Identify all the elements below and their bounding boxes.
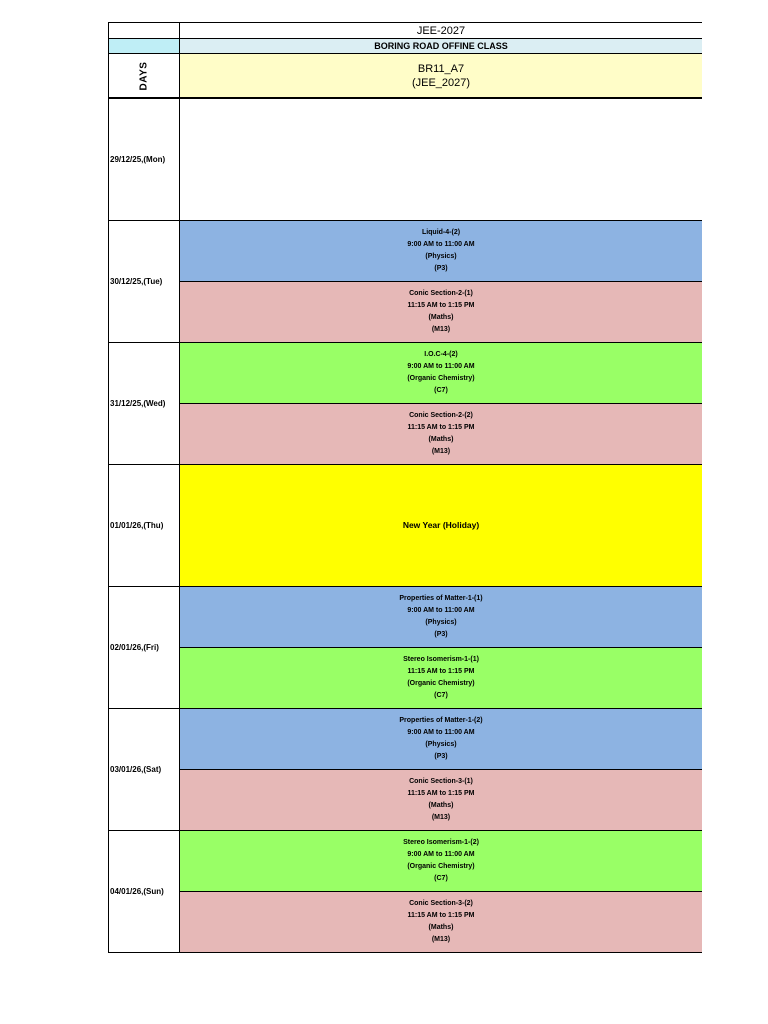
session-topic: Liquid-4-(2) xyxy=(421,229,461,237)
session-code: (P3) xyxy=(434,264,448,272)
class-session xyxy=(180,647,702,708)
day-sessions xyxy=(180,709,702,830)
session-topic: Conic Section-3-(2) xyxy=(409,900,473,908)
day-row xyxy=(108,831,702,953)
session-code: (C7) xyxy=(434,874,448,882)
session-subject: (Maths) xyxy=(428,436,454,443)
day-date: 01/01/26,(Thu) xyxy=(108,465,180,586)
day-date: 04/01/26,(Sun) xyxy=(108,831,180,952)
class-session xyxy=(180,281,702,342)
day-date: 29/12/25,(Mon) xyxy=(108,99,180,220)
day-row xyxy=(108,98,702,221)
session-subject: (Organic Chemistry) xyxy=(407,863,475,870)
empty-slot xyxy=(180,99,702,220)
session-subject: (Physics) xyxy=(425,619,457,626)
session-time: 11:15 AM to 1:15 PM xyxy=(407,668,475,676)
title-row-blank-cell xyxy=(108,23,180,38)
days-header-cell xyxy=(108,54,180,97)
session-code: (M13) xyxy=(431,325,451,333)
session-topic: Properties of Matter-1-(1) xyxy=(399,595,483,603)
batch-cell xyxy=(180,54,702,97)
session-topic: Conic Section-2-(2) xyxy=(409,412,473,420)
days-label: DAYS xyxy=(138,61,149,90)
session-topic: Stereo Isomerism-1-(2) xyxy=(403,839,479,847)
session-time: 11:15 AM to 1:15 PM xyxy=(407,302,475,310)
subtitle-row-blank-cell xyxy=(108,39,180,53)
day-row xyxy=(108,709,702,831)
days-list xyxy=(108,98,702,953)
day-date: 30/12/25,(Tue) xyxy=(108,221,180,342)
batch-exam: (JEE_2027) xyxy=(411,76,471,89)
session-time: 11:15 AM to 1:15 PM xyxy=(407,790,475,798)
session-topic: Stereo Isomerism-1-(1) xyxy=(403,656,479,664)
session-time: 11:15 AM to 1:15 PM xyxy=(407,912,475,920)
class-session xyxy=(180,831,702,891)
timetable-subtitle: BORING ROAD OFFINE CLASS xyxy=(374,41,508,51)
day-row xyxy=(108,465,702,587)
day-row xyxy=(108,343,702,465)
class-session xyxy=(180,769,702,830)
holiday-label: New Year (Holiday) xyxy=(402,519,480,530)
session-code: (P3) xyxy=(434,752,448,760)
day-date: 02/01/26,(Fri) xyxy=(108,587,180,708)
session-topic: Conic Section-3-(1) xyxy=(409,778,473,786)
session-subject: (Physics) xyxy=(425,253,457,260)
session-topic: Properties of Matter-1-(2) xyxy=(399,717,483,725)
holiday-slot xyxy=(180,465,702,586)
session-time: 9:00 AM to 11:00 AM xyxy=(407,607,475,615)
session-subject: (Maths) xyxy=(428,802,454,809)
day-row xyxy=(108,221,702,343)
day-sessions xyxy=(180,587,702,708)
title-row xyxy=(108,22,702,39)
day-sessions xyxy=(180,99,702,220)
day-sessions xyxy=(180,831,702,952)
session-code: (P3) xyxy=(434,630,448,638)
class-session xyxy=(180,403,702,464)
session-subject: (Physics) xyxy=(425,741,457,748)
session-time: 9:00 AM to 11:00 AM xyxy=(407,851,475,859)
timetable-title: JEE-2027 xyxy=(416,24,466,37)
batch-code: BR11_A7 xyxy=(417,62,465,75)
day-sessions xyxy=(180,343,702,464)
subtitle-row xyxy=(108,39,702,54)
session-code: (M13) xyxy=(431,935,451,943)
day-row xyxy=(108,587,702,709)
class-session xyxy=(180,891,702,952)
day-date: 31/12/25,(Wed) xyxy=(108,343,180,464)
class-session xyxy=(180,221,702,281)
session-topic: I.O.C-4-(2) xyxy=(424,351,458,359)
day-sessions xyxy=(180,221,702,342)
session-time: 9:00 AM to 11:00 AM xyxy=(407,241,475,249)
class-session xyxy=(180,709,702,769)
session-subject: (Maths) xyxy=(428,314,454,321)
class-session xyxy=(180,587,702,647)
session-code: (C7) xyxy=(434,691,448,699)
session-subject: (Organic Chemistry) xyxy=(407,680,475,687)
class-session xyxy=(180,343,702,403)
day-date: 03/01/26,(Sat) xyxy=(108,709,180,830)
batch-row xyxy=(108,54,702,98)
session-code: (M13) xyxy=(431,447,451,455)
session-topic: Conic Section-2-(1) xyxy=(409,290,473,298)
session-subject: (Maths) xyxy=(428,924,454,931)
session-time: 9:00 AM to 11:00 AM xyxy=(407,729,475,737)
session-time: 11:15 AM to 1:15 PM xyxy=(407,424,475,432)
timetable-sheet xyxy=(108,22,702,953)
day-sessions xyxy=(180,465,702,586)
session-code: (C7) xyxy=(434,386,448,394)
session-time: 9:00 AM to 11:00 AM xyxy=(407,363,475,371)
session-code: (M13) xyxy=(431,813,451,821)
session-subject: (Organic Chemistry) xyxy=(407,375,475,382)
